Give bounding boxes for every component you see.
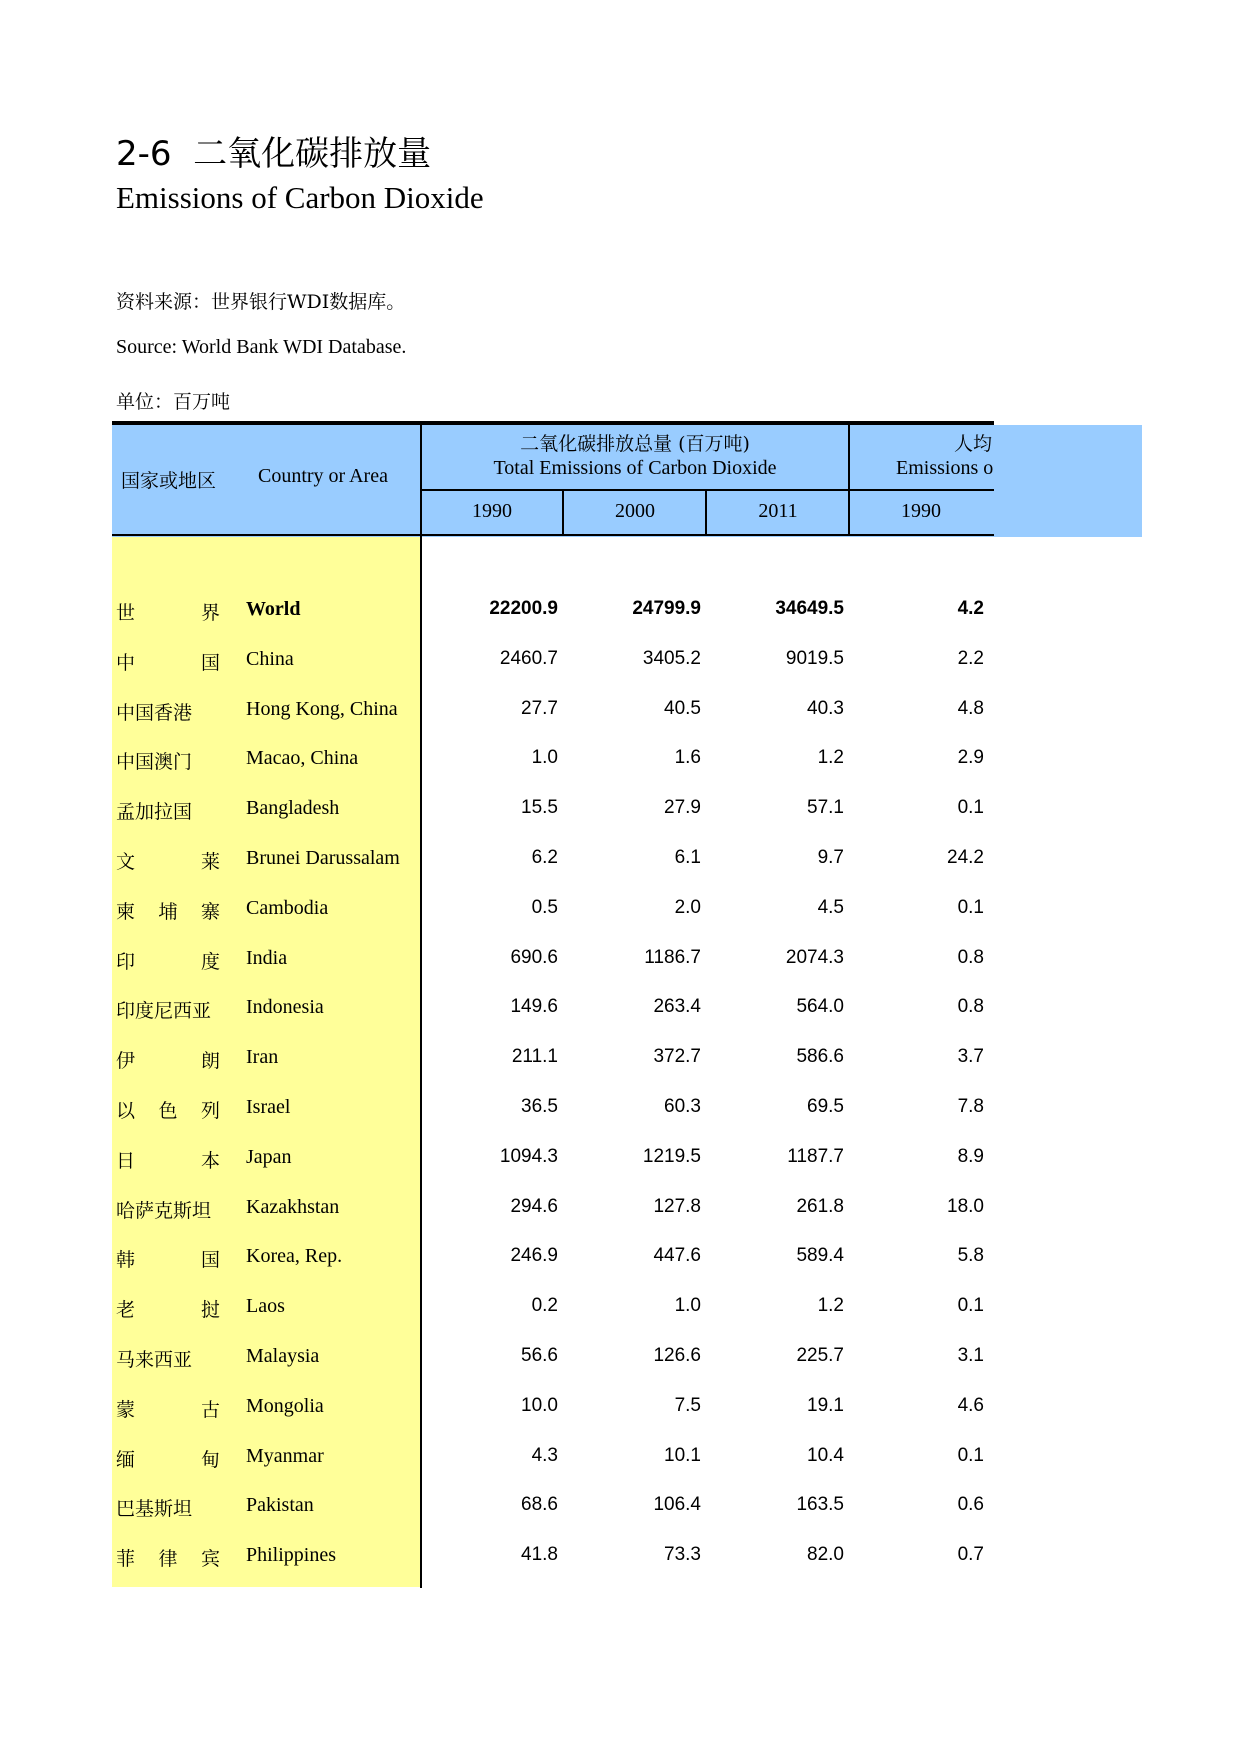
total-1990-value: 41.8	[521, 1544, 558, 1565]
country-name-en: Bangladesh	[246, 797, 340, 819]
table-row	[112, 1196, 994, 1246]
country-name-cn: 孟加拉国	[116, 801, 193, 823]
total-2000-value: 7.5	[674, 1395, 701, 1416]
header-percap-cn: 人均	[953, 433, 992, 455]
total-2011-value: 82.0	[807, 1544, 844, 1565]
header-total-emissions	[422, 432, 848, 480]
total-2011-value: 586.6	[796, 1046, 844, 1067]
total-2000-value: 2.0	[674, 897, 701, 918]
per-capita-1990-value: 4.2	[957, 598, 984, 619]
total-1990-value: 0.2	[531, 1295, 558, 1316]
total-2000-value: 3405.2	[642, 648, 701, 669]
per-capita-1990-value: 0.8	[957, 947, 984, 968]
source-note-cn: 资料来源：世界银行WDI数据库。	[116, 291, 406, 313]
per-capita-1990-value: 0.1	[957, 897, 984, 918]
total-2000-value: 40.5	[664, 698, 701, 719]
total-2000-value: 106.4	[653, 1494, 701, 1515]
country-name-cn: 世 界	[116, 602, 220, 624]
unit-note: 单位：百万吨	[116, 391, 231, 413]
table-row	[112, 1544, 994, 1594]
total-2011-value: 1.2	[817, 1295, 844, 1316]
country-name-en: Japan	[246, 1146, 292, 1168]
total-2011-value: 261.8	[796, 1196, 844, 1217]
country-name-en: Israel	[246, 1096, 291, 1118]
total-2000-value: 6.1	[674, 847, 701, 868]
total-1990-value: 149.6	[510, 996, 558, 1017]
country-name-cn: 中 国	[116, 652, 220, 674]
total-1990-value: 56.6	[521, 1345, 558, 1366]
total-1990-value: 690.6	[510, 947, 558, 968]
table-row	[112, 698, 994, 748]
total-2000-value: 1186.7	[644, 947, 701, 968]
country-name-en: World	[246, 598, 301, 620]
total-1990-value: 1.0	[531, 747, 558, 768]
table-row	[112, 797, 994, 847]
table-top-rule	[112, 421, 994, 425]
total-2011-value: 564.0	[796, 996, 844, 1017]
header-year-2011: 2011	[758, 500, 798, 522]
country-name-en: Macao, China	[246, 747, 359, 769]
total-2000-value: 372.7	[653, 1046, 701, 1067]
total-2011-value: 4.5	[817, 897, 844, 918]
total-2011-value: 57.1	[807, 797, 844, 818]
country-name-cn: 巴基斯坦	[116, 1498, 193, 1520]
header-year-2000: 2000	[615, 500, 655, 522]
total-2000-value: 10.1	[664, 1445, 701, 1466]
total-2000-value: 263.4	[653, 996, 701, 1017]
country-name-cn: 中国香港	[116, 702, 193, 724]
country-name-en: India	[246, 947, 288, 969]
total-1990-value: 0.5	[531, 897, 558, 918]
header-country-cn: 国家或地区	[121, 470, 217, 492]
per-capita-1990-value: 5.8	[957, 1245, 984, 1266]
total-1990-value: 2460.7	[499, 648, 558, 669]
total-2011-value: 2074.3	[785, 947, 844, 968]
country-name-cn: 菲律宾	[116, 1548, 220, 1570]
country-name-cn: 伊 朗	[116, 1050, 220, 1072]
country-name-en: Brunei Darussalam	[246, 847, 400, 869]
country-name-cn: 中国澳门	[116, 751, 193, 773]
country-name-en: Mongolia	[246, 1395, 324, 1417]
country-name-en: Laos	[246, 1295, 285, 1317]
per-capita-1990-value: 8.9	[957, 1146, 984, 1167]
total-2011-value: 9019.5	[785, 648, 844, 669]
table-row	[112, 847, 994, 897]
header-bottom-rule	[112, 534, 994, 536]
country-name-en: Pakistan	[246, 1494, 314, 1516]
table-row	[112, 1146, 994, 1196]
per-capita-1990-value: 0.8	[957, 996, 984, 1017]
country-name-cn: 以色列	[116, 1100, 220, 1122]
total-2000-value: 27.9	[664, 797, 701, 818]
table-row	[112, 1096, 994, 1146]
per-capita-1990-value: 0.1	[957, 1445, 984, 1466]
country-name-en: Hong Kong, China	[246, 698, 398, 720]
per-capita-1990-value: 4.6	[957, 1395, 984, 1416]
table-row	[112, 1046, 994, 1096]
page-title-en: Emissions of Carbon Dioxide	[116, 180, 484, 215]
header-country-en: Country or Area	[258, 465, 388, 487]
country-name-cn: 日 本	[116, 1150, 220, 1172]
per-capita-1990-value: 2.9	[957, 747, 984, 768]
total-2000-value: 24799.9	[632, 598, 701, 619]
country-name-cn: 蒙 古	[116, 1399, 220, 1421]
country-name-cn: 印度尼西亚	[116, 1000, 212, 1022]
source-note-en: Source: World Bank WDI Database.	[116, 336, 407, 358]
total-2011-value: 163.5	[796, 1494, 844, 1515]
total-1990-value: 22200.9	[489, 598, 558, 619]
page-title-cn	[116, 126, 431, 175]
total-2000-value: 447.6	[653, 1245, 701, 1266]
total-1990-value: 246.9	[510, 1245, 558, 1266]
table-row	[112, 747, 994, 797]
total-2011-value: 589.4	[796, 1245, 844, 1266]
country-name-cn: 韩 国	[116, 1249, 220, 1271]
table-row	[112, 996, 994, 1046]
country-name-cn: 印 度	[116, 951, 220, 973]
total-1990-value: 4.3	[531, 1445, 558, 1466]
total-2011-value: 34649.5	[775, 598, 844, 619]
total-1990-value: 6.2	[531, 847, 558, 868]
table-row	[112, 648, 994, 698]
country-name-cn: 马来西亚	[116, 1349, 193, 1371]
table-row	[112, 1445, 994, 1495]
per-capita-1990-value: 3.7	[957, 1046, 984, 1067]
per-capita-1990-value: 18.0	[947, 1196, 984, 1217]
total-2000-value: 126.6	[653, 1345, 701, 1366]
total-1990-value: 211.1	[511, 1046, 558, 1067]
header-total-en: Total Emissions of Carbon Dioxide	[493, 457, 777, 479]
total-1990-value: 10.0	[521, 1395, 558, 1416]
total-2011-value: 1187.7	[787, 1146, 844, 1167]
per-capita-1990-value: 4.8	[957, 698, 984, 719]
country-name-en: Cambodia	[246, 897, 329, 919]
total-2011-value: 40.3	[807, 698, 844, 719]
total-2011-value: 1.2	[817, 747, 844, 768]
table-row	[112, 598, 994, 648]
country-name-en: Malaysia	[246, 1345, 320, 1367]
per-capita-1990-value: 0.1	[957, 1295, 984, 1316]
total-1990-value: 68.6	[521, 1494, 558, 1515]
total-1990-value: 15.5	[521, 797, 558, 818]
total-2011-value: 9.7	[817, 847, 844, 868]
country-name-en: Iran	[246, 1046, 279, 1068]
per-capita-1990-value: 3.1	[957, 1345, 984, 1366]
total-2000-value: 127.8	[653, 1196, 701, 1217]
country-name-en: Korea, Rep.	[246, 1245, 343, 1267]
total-2000-value: 1.0	[674, 1295, 701, 1316]
table-row	[112, 1245, 994, 1295]
header-percap-en: Emissions o	[896, 457, 994, 479]
total-2000-value: 60.3	[664, 1096, 701, 1117]
table-row	[112, 1395, 994, 1445]
per-capita-1990-value: 0.6	[957, 1494, 984, 1515]
header-per-capita-emissions	[850, 432, 994, 480]
per-capita-1990-value: 7.8	[957, 1096, 984, 1117]
per-capita-1990-value: 2.2	[957, 648, 984, 669]
total-1990-value: 36.5	[521, 1096, 558, 1117]
per-capita-1990-value: 24.2	[947, 847, 984, 868]
table-row	[112, 1295, 994, 1345]
per-capita-1990-value: 0.7	[957, 1544, 984, 1565]
country-name-en: China	[246, 648, 294, 670]
total-1990-value: 1094.3	[499, 1146, 558, 1167]
table-row	[112, 897, 994, 947]
total-2011-value: 10.4	[807, 1445, 844, 1466]
table-row	[112, 947, 994, 997]
total-2011-value: 19.1	[807, 1395, 844, 1416]
country-name-cn: 哈萨克斯坦	[116, 1200, 212, 1222]
country-name-cn: 老 挝	[116, 1299, 220, 1321]
total-2000-value: 1.6	[674, 747, 701, 768]
header-percap-year-1990: 1990	[901, 500, 941, 522]
country-name-en: Myanmar	[246, 1445, 324, 1467]
total-2011-value: 225.7	[796, 1345, 844, 1366]
country-name-cn: 缅 甸	[116, 1449, 220, 1471]
year-row-top-rule	[420, 489, 994, 491]
header-total-cn: 二氧化碳排放总量 (百万吨)	[520, 433, 750, 455]
title-cn-text: 二氧化碳排放量	[193, 134, 432, 174]
total-2011-value: 69.5	[807, 1096, 844, 1117]
total-1990-value: 294.6	[510, 1196, 558, 1217]
header-year-1990: 1990	[472, 500, 512, 522]
table-row	[112, 1494, 994, 1544]
country-name-cn: 文 莱	[116, 851, 220, 873]
table-number: 2-6	[116, 134, 172, 174]
country-name-en: Indonesia	[246, 996, 324, 1018]
country-name-en: Philippines	[246, 1544, 337, 1566]
total-2000-value: 73.3	[664, 1544, 701, 1565]
total-2000-value: 1219.5	[642, 1146, 701, 1167]
country-name-cn: 柬埔寨	[116, 901, 220, 923]
total-1990-value: 27.7	[521, 698, 558, 719]
per-capita-1990-value: 0.1	[957, 797, 984, 818]
country-name-en: Kazakhstan	[246, 1196, 340, 1218]
table-row	[112, 1345, 994, 1395]
